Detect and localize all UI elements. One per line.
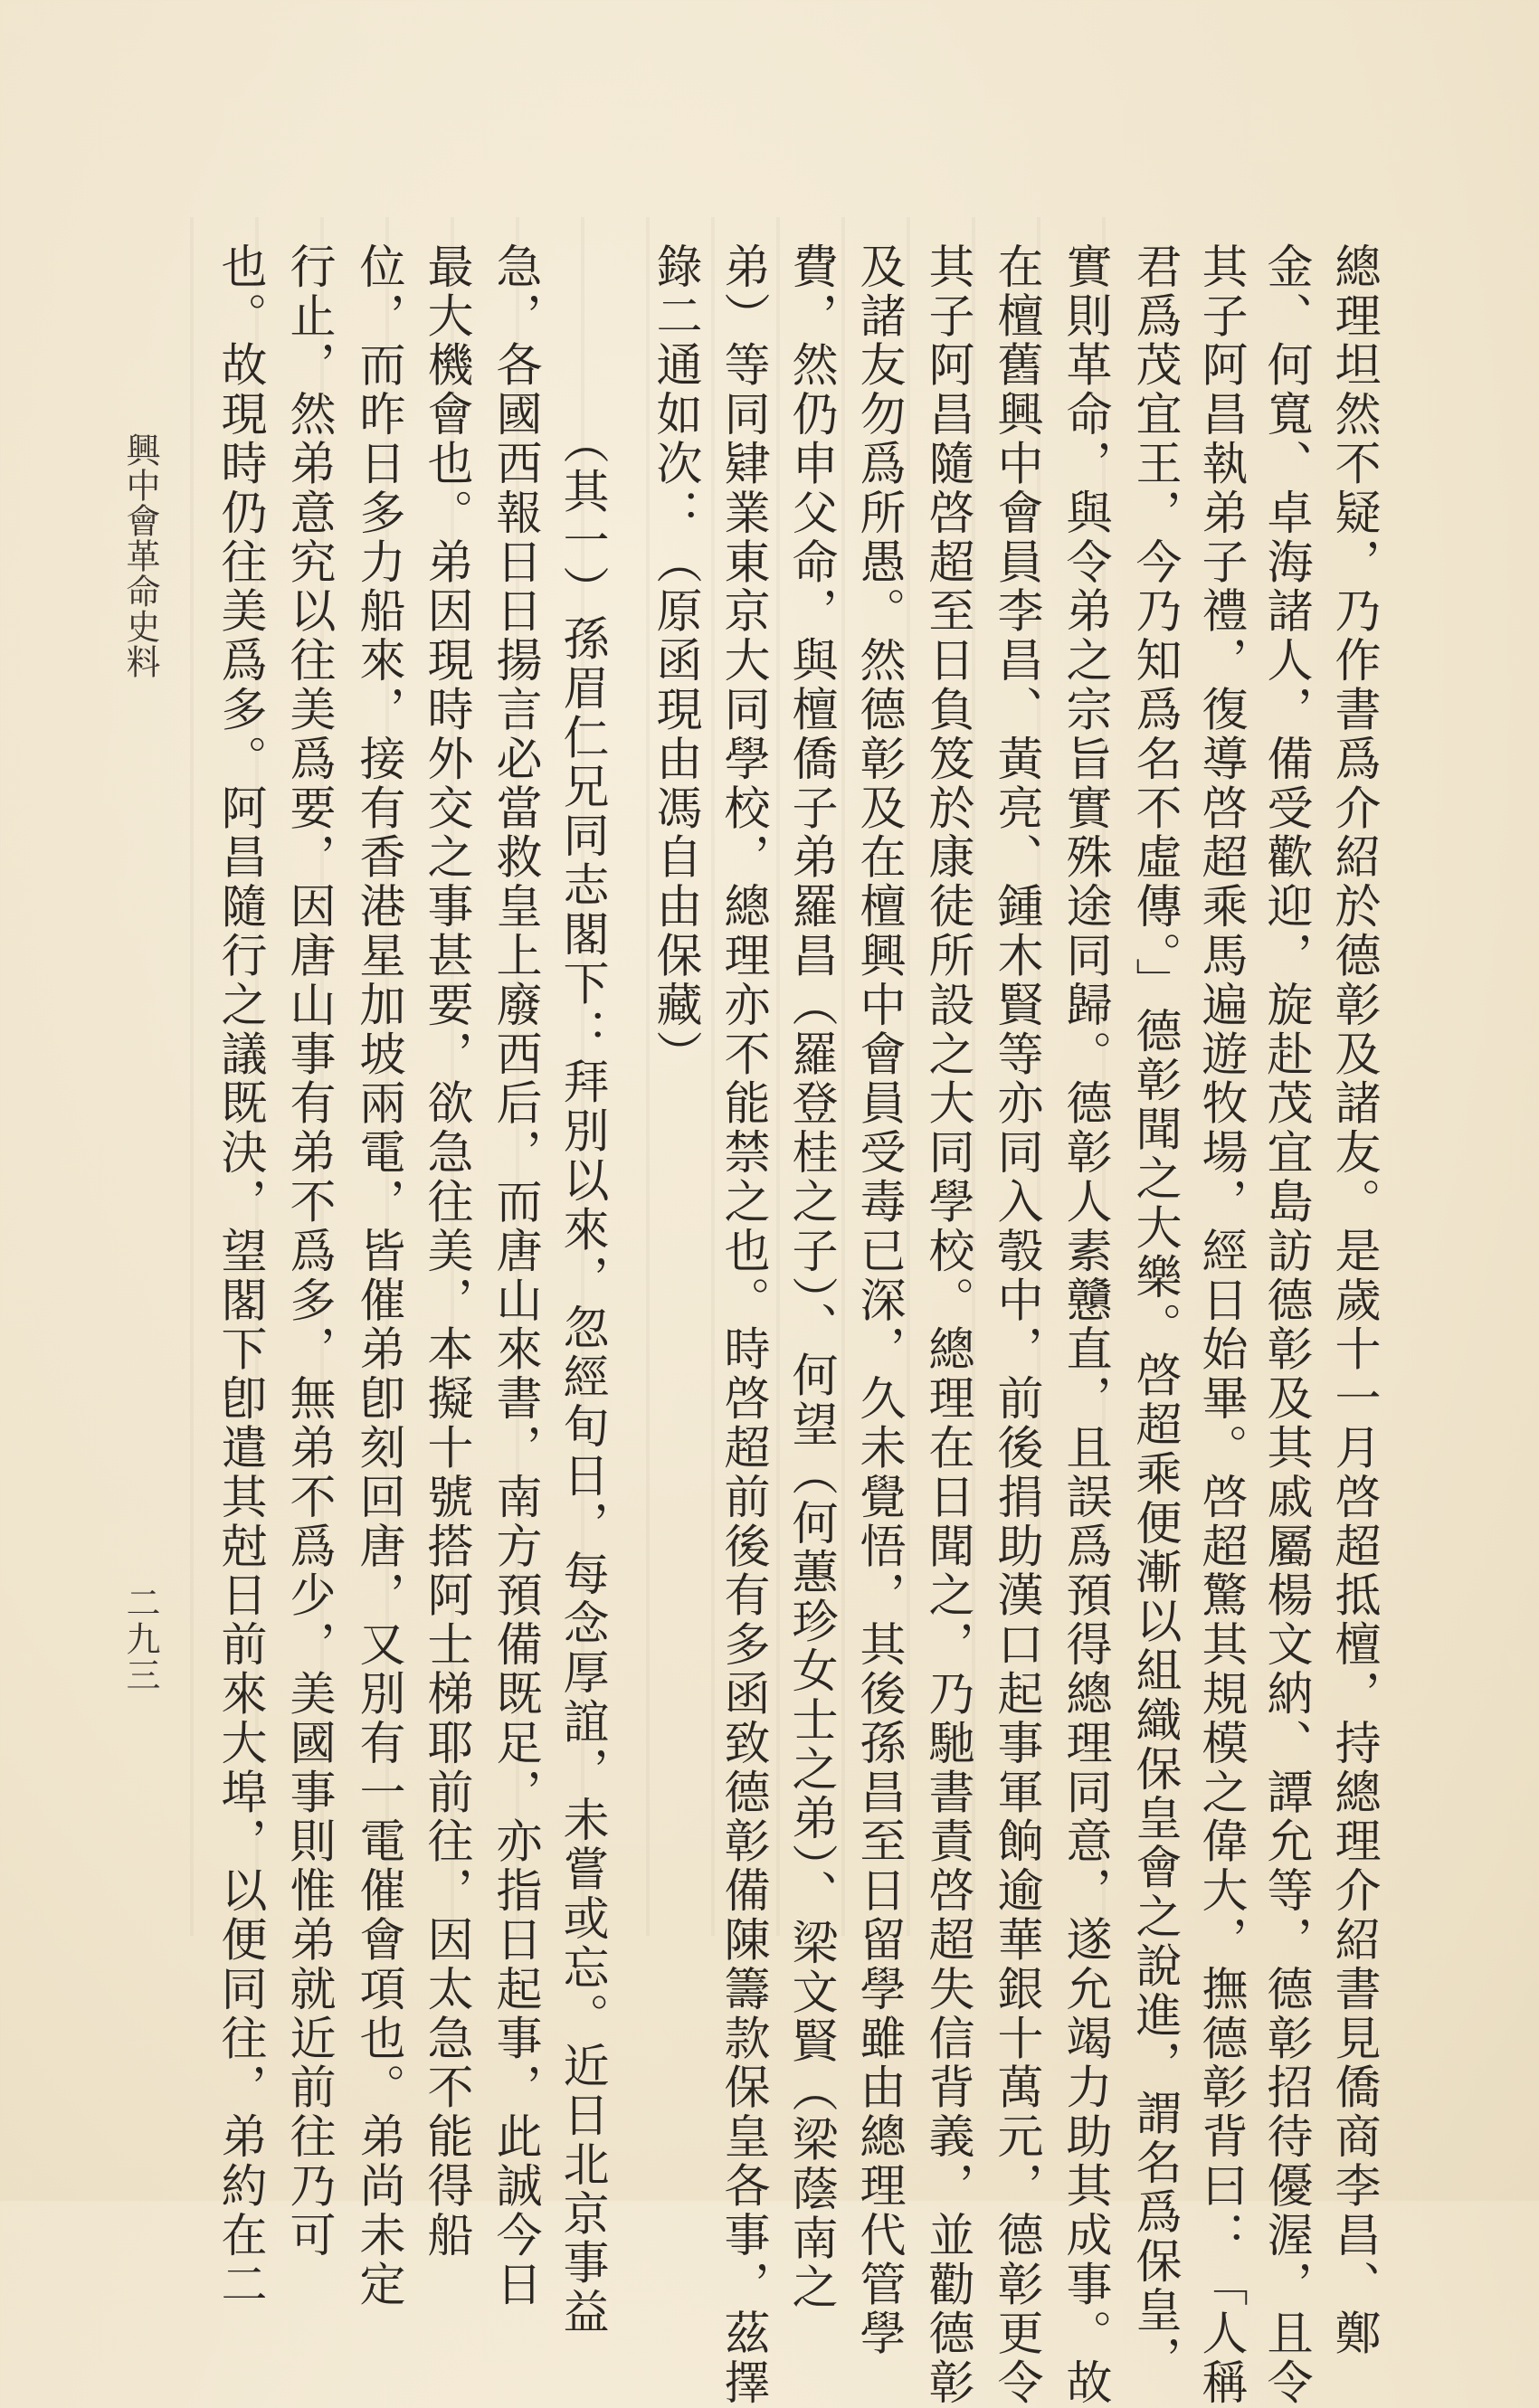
text-column-8: 及諸友勿爲所愚。然德彰及在檀興中會員受毒已深，久未覺悟，其後孫昌至日留學雖由總理代管學 xyxy=(851,242,905,2359)
letter-column-3: 最大機會也。弟因現時外交之事甚要，欲急往美，本擬十號搭阿士梯耶前往，因太急不能得船 xyxy=(419,242,472,2261)
text-column-2: 金、何寬、卓海諸人，備受歡迎，旋赴茂宜島訪德彰及其戚屬楊文納、譚允等，德彰招待優渥，且令 xyxy=(1259,242,1312,2408)
text-column-9: 費，然仍申父命，與檀僑子弟羅昌（羅登桂之子）、何望（何蕙珍女士之弟）、梁文賢（梁蔭南之 xyxy=(784,242,837,2313)
text-column-4: 君爲茂宜王，今乃知爲名不虛傳。」德彰聞之大樂。啓超乘便漸以組織保皇會之說進，謂名爲保皇， xyxy=(1127,242,1181,2385)
text-column-1: 總理坦然不疑，乃作書爲介紹於德彰及諸友。是歲十一月啓超抵檀，持總理介紹書見僑商李昌、鄭 xyxy=(1326,242,1380,2359)
letter-column-4: 位，而昨日多力船來，接有香港星加坡兩電，皆催弟卽刻回唐，又別有一電催會項也。弟尚未定 xyxy=(351,242,404,2309)
letter-column-6: 也。故現時仍往美爲多。阿昌隨行之議既決，望閣下卽遣其尅日前來大埠，以便同往，弟約在二 xyxy=(213,242,266,2309)
text-column-6: 在檀舊興中會員李昌、黃亮、鍾木賢等亦同入彀中，前後捐助漢口起事軍餉逾華銀十萬元，德彰更令 xyxy=(989,242,1042,2408)
page-number: 二九三 xyxy=(120,1585,160,1693)
letter-column-1: （其一）孫眉仁兄同志閣下：拜別以來，忽經旬日，每念厚誼，未嘗或忘。近日北京事益 xyxy=(555,418,608,2337)
text-column-10: 弟）等同肄業東京大同學校，總理亦不能禁之也。時啓超前後有多函致德彰備陳籌款保皇各事，茲擇 xyxy=(716,242,769,2408)
letter-column-2: 急，各國西報日日揚言必當救皇上廢西后，而唐山來書，南方預備既足，亦指日起事，此誠今日 xyxy=(488,242,541,2309)
text-column-5: 實則革命，與令弟之宗旨實殊途同歸。德彰人素戇直，且誤爲預得總理同意，遂允竭力助其成事。故 xyxy=(1058,242,1111,2408)
text-column-11: 錄二通如次：（原函現由馮自由保藏） xyxy=(648,242,701,1079)
text-column-3: 其子阿昌執弟子禮，復導啓超乘馬遍遊牧場，經日始畢。啓超驚其規模之偉大，撫德彰背曰：「人稱 xyxy=(1193,242,1247,2408)
text-column-7: 其子阿昌隨啓超至日負笈於康徒所設之大同學校。總理在日聞之，乃馳書責啓超失信背義，並勸德彰 xyxy=(920,242,974,2408)
running-title: 興中會革命史料 xyxy=(120,432,160,679)
letter-column-5: 行止，然弟意究以往美爲要，因唐山事有弟不爲多，無弟不爲少，美國事則惟弟就近前往乃可 xyxy=(281,242,335,2261)
